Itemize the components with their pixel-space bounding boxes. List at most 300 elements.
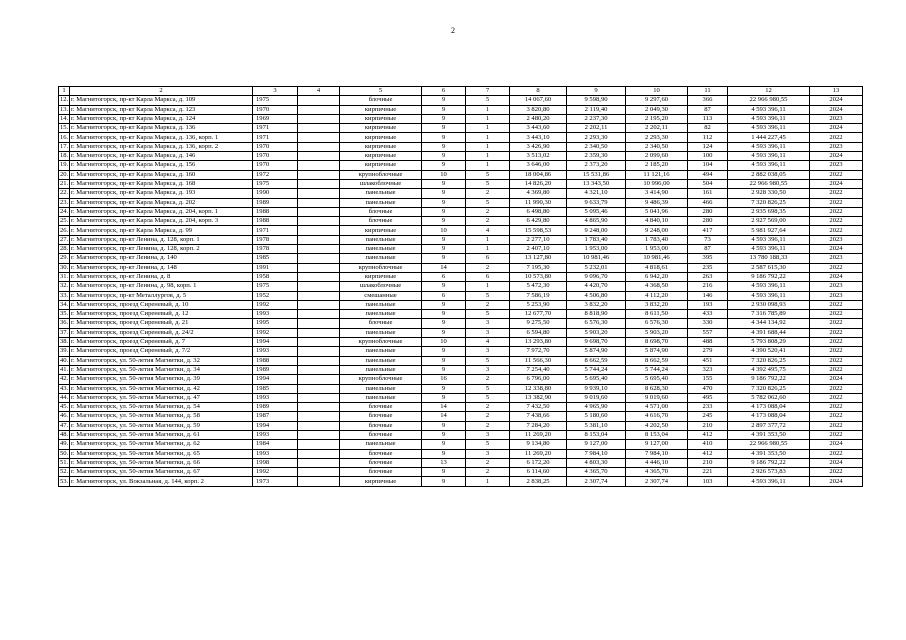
cell-entrances: 1 <box>466 142 510 151</box>
cell-floors: 9 <box>422 254 466 263</box>
cell-year-commissioned <box>298 254 340 263</box>
cell-year-built: 1993 <box>253 347 298 356</box>
cell-floors: 9 <box>422 319 466 328</box>
cell-address: г. Магнитогорск, пр-кт Карла Маркса, д. 136, корп. 1 <box>70 133 253 142</box>
cell-residents: 488 <box>688 338 728 347</box>
cell-address: г. Магнитогорск, ул. 50-летия Магнитки, д. 58 <box>70 412 253 421</box>
cell-year-built: 1975 <box>253 282 298 291</box>
column-header-11: 11 <box>688 87 728 96</box>
cell-total-area: 6 172,20 <box>510 458 567 467</box>
cell-year-commissioned <box>298 393 340 402</box>
cell-year-commissioned <box>298 328 340 337</box>
cell-floors: 9 <box>422 393 466 402</box>
cell-area-premises: 2 202,11 <box>567 124 626 133</box>
cell-area-residential: 8 153,04 <box>626 430 688 439</box>
cell-address: г. Магнитогорск, ул. 50-летия Магнитки, д. 62 <box>70 440 253 449</box>
cell-total-area: 6 796,00 <box>510 375 567 384</box>
table-row <box>59 393 863 402</box>
cell-area-premises: 4 321,10 <box>567 189 626 198</box>
cell-total-area: 7 195,30 <box>510 263 567 272</box>
cell-row-number: 49. <box>60 440 69 448</box>
cell-floors: 9 <box>422 300 466 309</box>
cell-area-residential: 4 365,70 <box>626 468 688 477</box>
cell-area-premises: 3 832,20 <box>567 300 626 309</box>
column-header-4: 4 <box>298 87 340 96</box>
cell-floors: 9 <box>422 328 466 337</box>
cell-total-area: 12 677,70 <box>510 310 567 319</box>
cell-residents: 280 <box>688 207 728 216</box>
cell-year-commissioned <box>298 319 340 328</box>
cell-address: г. Магнитогорск, ул. 50-летия Магнитки, д. 42 <box>70 384 253 393</box>
cell-residents: 87 <box>688 245 728 254</box>
cell-row-number: 50. <box>60 449 69 457</box>
cell-address: г. Магнитогорск, пр-кт Карла Маркса, д. 202 <box>70 198 253 207</box>
cell-entrances: 2 <box>466 263 510 272</box>
cell-wall-material: блочные <box>340 430 422 439</box>
table-row <box>59 449 863 458</box>
cell-area-residential: 4 112,20 <box>626 291 688 300</box>
cell-row-number: 23. <box>60 198 69 206</box>
cell-address: г. Магнитогорск, пр-кт Карла Маркса, д. 124 <box>70 114 253 123</box>
column-header-2: 2 <box>70 87 253 96</box>
cell-year-commissioned <box>298 217 340 226</box>
cell-total-area: 13 293,80 <box>510 338 567 347</box>
cell-area-residential: 2 195,20 <box>626 114 688 123</box>
cell-area-residential: 11 121,16 <box>626 170 688 179</box>
cell-total-area: 14 067,60 <box>510 96 567 105</box>
cell-residents: 210 <box>688 458 728 467</box>
cell-area-premises: 13 343,50 <box>567 179 626 188</box>
table-row <box>59 384 863 393</box>
cell-entrances: 3 <box>466 365 510 374</box>
cell-cost: 22 966 980,55 <box>728 440 810 449</box>
cell-floors: 9 <box>422 114 466 123</box>
cell-plan-year: 2022 <box>810 384 863 393</box>
cell-plan-year: 2022 <box>810 449 863 458</box>
cell-plan-year: 2024 <box>810 152 863 161</box>
cell-area-premises: 1 953,00 <box>567 245 626 254</box>
cell-residents: 103 <box>688 477 728 486</box>
table-row <box>59 300 863 309</box>
cell-total-area: 13 382,90 <box>510 393 567 402</box>
cell-floors: 10 <box>422 338 466 347</box>
cell-year-commissioned <box>298 291 340 300</box>
cell-entrances: 5 <box>466 291 510 300</box>
cell-row-number: 16. <box>60 133 69 141</box>
cell-year-commissioned <box>298 477 340 486</box>
cell-wall-material: кирпичные <box>340 477 422 486</box>
cell-year-commissioned <box>298 403 340 412</box>
cell-entrances: 2 <box>466 421 510 430</box>
cell-entrances: 2 <box>466 458 510 467</box>
cell-total-area: 11 269,20 <box>510 430 567 439</box>
cell-floors: 9 <box>422 440 466 449</box>
cell-row-number: 20. <box>60 170 69 178</box>
cell-entrances: 3 <box>466 347 510 356</box>
cell-year-built: 1994 <box>253 421 298 430</box>
cell-wall-material: панельные <box>340 310 422 319</box>
cell-total-area: 11 990,30 <box>510 198 567 207</box>
cell-entrances: 2 <box>466 189 510 198</box>
cell-total-area: 6 429,80 <box>510 217 567 226</box>
cell-cost: 4 391 688,44 <box>728 328 810 337</box>
cell-row-number: 17. <box>60 142 69 150</box>
cell-year-built: 1952 <box>253 291 298 300</box>
cell-floors: 14 <box>422 403 466 412</box>
cell-year-built: 1995 <box>253 319 298 328</box>
table-row <box>59 310 863 319</box>
cell-floors: 9 <box>422 468 466 477</box>
cell-area-premises: 5 874,90 <box>567 347 626 356</box>
table-row <box>59 198 863 207</box>
cell-address: г. Магнитогорск, пр-кт Карла Маркса, д. 146 <box>70 152 253 161</box>
cell-year-built: 1970 <box>253 105 298 114</box>
cell-residents: 417 <box>688 226 728 235</box>
cell-year-commissioned <box>298 189 340 198</box>
cell-residents: 124 <box>688 142 728 151</box>
cell-plan-year: 2023 <box>810 161 863 170</box>
cell-floors: 14 <box>422 412 466 421</box>
cell-year-built: 1993 <box>253 310 298 319</box>
cell-plan-year: 2024 <box>810 440 863 449</box>
cell-residents: 263 <box>688 272 728 281</box>
cell-plan-year: 2022 <box>810 170 863 179</box>
cell-year-built: 1985 <box>253 384 298 393</box>
table-row <box>59 365 863 374</box>
cell-wall-material: кирпичные <box>340 142 422 151</box>
cell-cost: 4 593 396,11 <box>728 235 810 244</box>
cell-residents: 87 <box>688 105 728 114</box>
cell-cost: 22 966 980,55 <box>728 179 810 188</box>
cell-entrances: 1 <box>466 124 510 133</box>
cell-area-residential: 4 446,10 <box>626 458 688 467</box>
cell-plan-year: 2024 <box>810 105 863 114</box>
cell-residents: 113 <box>688 114 728 123</box>
cell-wall-material: блочные <box>340 403 422 412</box>
cell-total-area: 5 472,30 <box>510 282 567 291</box>
cell-row-number: 43. <box>60 384 69 392</box>
cell-wall-material: шлакоблочные <box>340 282 422 291</box>
table-row <box>59 161 863 170</box>
table-row <box>59 170 863 179</box>
cell-residents: 280 <box>688 217 728 226</box>
cell-area-residential: 5 874,90 <box>626 347 688 356</box>
cell-entrances: 1 <box>466 152 510 161</box>
cell-total-area: 4 369,80 <box>510 189 567 198</box>
cell-row-number: 12. <box>60 96 69 104</box>
cell-address: г. Магнитогорск, ул. 50-летия Магнитки, д. 59 <box>70 421 253 430</box>
cell-area-residential: 5 041,96 <box>626 207 688 216</box>
cell-residents: 245 <box>688 412 728 421</box>
table-row <box>59 133 863 142</box>
cell-year-commissioned <box>298 449 340 458</box>
table-row <box>59 245 863 254</box>
cell-area-premises: 9 698,70 <box>567 338 626 347</box>
cell-year-built: 1971 <box>253 226 298 235</box>
cell-area-premises: 6 576,30 <box>567 319 626 328</box>
cell-wall-material: кирпичные <box>340 161 422 170</box>
table-row <box>59 254 863 263</box>
table-row <box>59 430 863 439</box>
cell-area-premises: 2 237,30 <box>567 114 626 123</box>
cell-area-residential: 9 248,00 <box>626 226 688 235</box>
cell-cost: 22 966 980,55 <box>728 96 810 105</box>
table-row <box>59 235 863 244</box>
cell-plan-year: 2023 <box>810 142 863 151</box>
cell-wall-material: панельные <box>340 254 422 263</box>
cell-cost: 4 593 396,11 <box>728 477 810 486</box>
cell-row-number: 13. <box>60 105 69 113</box>
cell-area-premises: 15 531,86 <box>567 170 626 179</box>
cell-year-built: 1973 <box>253 477 298 486</box>
cell-floors: 14 <box>422 263 466 272</box>
cell-area-residential: 3 832,20 <box>626 300 688 309</box>
cell-wall-material: блочные <box>340 217 422 226</box>
cell-year-commissioned <box>298 235 340 244</box>
cell-area-residential: 8 628,30 <box>626 384 688 393</box>
cell-address: г. Магнитогорск, пр-кт Карла Маркса, д. 99 <box>70 226 253 235</box>
cell-cost: 4 390 520,41 <box>728 347 810 356</box>
cell-cost: 7 320 826,25 <box>728 384 810 393</box>
cell-area-premises: 5 695,40 <box>567 375 626 384</box>
cell-area-premises: 2 373,20 <box>567 161 626 170</box>
cell-plan-year: 2022 <box>810 226 863 235</box>
table-row <box>59 458 863 467</box>
cell-year-commissioned <box>298 356 340 365</box>
cell-wall-material: панельные <box>340 198 422 207</box>
table-row <box>59 105 863 114</box>
cell-area-residential: 2 049,30 <box>626 105 688 114</box>
cell-total-area: 11 269,20 <box>510 449 567 458</box>
cell-cost: 9 186 792,22 <box>728 272 810 281</box>
cell-area-premises: 2 119,40 <box>567 105 626 114</box>
cell-entrances: 5 <box>466 198 510 207</box>
cell-year-built: 1992 <box>253 328 298 337</box>
cell-row-number: 37. <box>60 328 69 336</box>
cell-floors: 9 <box>422 105 466 114</box>
cell-entrances: 3 <box>466 449 510 458</box>
column-header-7: 7 <box>466 87 510 96</box>
cell-area-premises: 9 019,60 <box>567 393 626 402</box>
cell-plan-year: 2024 <box>810 375 863 384</box>
cell-wall-material: панельные <box>340 347 422 356</box>
cell-row-number: 27. <box>60 235 69 243</box>
cell-year-built: 1994 <box>253 375 298 384</box>
cell-cost: 7 316 785,89 <box>728 310 810 319</box>
cell-area-residential: 8 611,50 <box>626 310 688 319</box>
cell-cost: 4 593 396,11 <box>728 105 810 114</box>
cell-total-area: 7 284,20 <box>510 421 567 430</box>
cell-residents: 279 <box>688 347 728 356</box>
cell-year-built: 1989 <box>253 365 298 374</box>
cell-row-number: 38. <box>60 338 69 346</box>
cell-floors: 9 <box>422 124 466 133</box>
cell-area-residential: 9 127,00 <box>626 440 688 449</box>
cell-address: г. Магнитогорск, ул. 50-летия Магнитки, д. 32 <box>70 356 253 365</box>
cell-residents: 233 <box>688 403 728 412</box>
cell-year-commissioned <box>298 468 340 477</box>
cell-cost: 2 587 615,30 <box>728 263 810 272</box>
cell-area-premises: 2 293,30 <box>567 133 626 142</box>
cell-floors: 9 <box>422 198 466 207</box>
column-header-1: 1 <box>59 87 70 96</box>
cell-year-built: 1970 <box>253 161 298 170</box>
cell-year-built: 1985 <box>253 254 298 263</box>
cell-row-number: 19. <box>60 161 69 169</box>
housing-table-container <box>58 86 862 487</box>
cell-entrances: 5 <box>466 393 510 402</box>
cell-plan-year: 2022 <box>810 365 863 374</box>
cell-residents: 330 <box>688 319 728 328</box>
cell-entrances: 3 <box>466 430 510 439</box>
cell-year-built: 1971 <box>253 124 298 133</box>
cell-address: г. Магнитогорск, ул. 50-летия Магнитки, д. 47 <box>70 393 253 402</box>
cell-wall-material: панельные <box>340 440 422 449</box>
cell-wall-material: шлакоблочные <box>340 179 422 188</box>
table-row <box>59 477 863 486</box>
cell-cost: 2 930 098,93 <box>728 300 810 309</box>
cell-area-premises: 5 744,24 <box>567 365 626 374</box>
cell-entrances: 5 <box>466 384 510 393</box>
cell-total-area: 3 513,02 <box>510 152 567 161</box>
cell-floors: 9 <box>422 282 466 291</box>
cell-plan-year: 2022 <box>810 310 863 319</box>
cell-wall-material: панельные <box>340 328 422 337</box>
cell-year-commissioned <box>298 96 340 105</box>
cell-residents: 112 <box>688 133 728 142</box>
cell-plan-year: 2022 <box>810 198 863 207</box>
cell-cost: 4 344 134,92 <box>728 319 810 328</box>
table-row <box>59 179 863 188</box>
cell-cost: 2 882 038,05 <box>728 170 810 179</box>
cell-address: г. Магнитогорск, ул. 50-летия Магнитки, д. 65 <box>70 449 253 458</box>
cell-entrances: 6 <box>466 272 510 281</box>
cell-residents: 100 <box>688 152 728 161</box>
cell-total-area: 3 646,00 <box>510 161 567 170</box>
cell-entrances: 2 <box>466 468 510 477</box>
cell-floors: 9 <box>422 96 466 105</box>
cell-total-area: 7 432,50 <box>510 403 567 412</box>
cell-wall-material: кирпичные <box>340 272 422 281</box>
cell-row-number: 46. <box>60 412 69 420</box>
cell-year-built: 1970 <box>253 142 298 151</box>
cell-row-number: 51. <box>60 458 69 466</box>
cell-area-premises: 9 598,90 <box>567 96 626 105</box>
cell-area-premises: 9 248,00 <box>567 226 626 235</box>
column-header-13: 13 <box>810 87 863 96</box>
cell-area-premises: 8 153,04 <box>567 430 626 439</box>
cell-cost: 4 173 088,04 <box>728 412 810 421</box>
cell-year-commissioned <box>298 152 340 161</box>
cell-wall-material: кирпичные <box>340 105 422 114</box>
cell-year-built: 1969 <box>253 114 298 123</box>
cell-area-premises: 9 096,70 <box>567 272 626 281</box>
cell-address: г. Магнитогорск, пр-кт Карла Маркса, д. 204, корп. 1 <box>70 207 253 216</box>
cell-year-built: 1991 <box>253 263 298 272</box>
cell-year-commissioned <box>298 412 340 421</box>
cell-year-built: 1988 <box>253 217 298 226</box>
cell-row-number: 52. <box>60 468 69 476</box>
cell-wall-material: панельные <box>340 393 422 402</box>
cell-cost: 13 780 188,33 <box>728 254 810 263</box>
cell-residents: 470 <box>688 384 728 393</box>
cell-cost: 2 935 698,35 <box>728 207 810 216</box>
cell-address: г. Магнитогорск, пр-кт Карла Маркса, д. 136 <box>70 124 253 133</box>
cell-year-built: 1975 <box>253 96 298 105</box>
cell-year-commissioned <box>298 338 340 347</box>
housing-table <box>58 86 863 487</box>
table-row <box>59 96 863 105</box>
cell-plan-year: 2022 <box>810 133 863 142</box>
cell-total-area: 6 498,80 <box>510 207 567 216</box>
cell-area-premises: 2 359,30 <box>567 152 626 161</box>
cell-area-residential: 2 185,20 <box>626 161 688 170</box>
cell-entrances: 1 <box>466 133 510 142</box>
cell-wall-material: блочные <box>340 412 422 421</box>
column-header-12: 12 <box>728 87 810 96</box>
cell-address: г. Магнитогорск, ул. 50-летия Магнитки, д. 54 <box>70 403 253 412</box>
cell-residents: 146 <box>688 291 728 300</box>
cell-year-built: 1978 <box>253 235 298 244</box>
cell-address: г. Магнитогорск, пр-кт Карла Маркса, д. 109 <box>70 96 253 105</box>
cell-address: г. Магнитогорск, пр-кт Ленина, д. 128, корп. 1 <box>70 235 253 244</box>
cell-plan-year: 2022 <box>810 263 863 272</box>
cell-area-residential: 9 297,60 <box>626 96 688 105</box>
cell-total-area: 2 277,10 <box>510 235 567 244</box>
cell-address: г. Магнитогорск, пр-кт Металлургов, д. 5 <box>70 291 253 300</box>
cell-row-number: 36. <box>60 319 69 327</box>
cell-row-number: 35. <box>60 310 69 318</box>
cell-area-residential: 3 414,90 <box>626 189 688 198</box>
cell-floors: 9 <box>422 189 466 198</box>
cell-area-premises: 9 939,10 <box>567 384 626 393</box>
cell-area-residential: 10 996,00 <box>626 179 688 188</box>
cell-residents: 366 <box>688 96 728 105</box>
cell-row-number: 14. <box>60 114 69 122</box>
cell-area-premises: 4 420,70 <box>567 282 626 291</box>
cell-total-area: 13 127,80 <box>510 254 567 263</box>
cell-entrances: 2 <box>466 217 510 226</box>
cell-row-number: 53. <box>60 477 69 485</box>
cell-residents: 193 <box>688 300 728 309</box>
cell-plan-year: 2023 <box>810 254 863 263</box>
table-header-row <box>59 87 863 96</box>
cell-area-premises: 4 865,90 <box>567 217 626 226</box>
column-header-10: 10 <box>626 87 688 96</box>
cell-area-premises: 8 818,90 <box>567 310 626 319</box>
cell-entrances: 5 <box>466 179 510 188</box>
cell-floors: 10 <box>422 170 466 179</box>
cell-cost: 2 928 330,50 <box>728 189 810 198</box>
cell-year-built: 1978 <box>253 245 298 254</box>
cell-area-residential: 5 695,40 <box>626 375 688 384</box>
cell-address: г. Магнитогорск, проезд Сиреневый, д. 7 <box>70 338 253 347</box>
cell-entrances: 5 <box>466 310 510 319</box>
cell-area-premises: 4 365,70 <box>567 468 626 477</box>
cell-year-built: 1992 <box>253 468 298 477</box>
cell-area-residential: 9 486,39 <box>626 198 688 207</box>
cell-area-premises: 8 662,59 <box>567 356 626 365</box>
cell-total-area: 3 426,90 <box>510 142 567 151</box>
cell-area-residential: 7 984,10 <box>626 449 688 458</box>
cell-year-built: 1987 <box>253 412 298 421</box>
cell-address: г. Магнитогорск, проезд Сиреневый, д. 12 <box>70 310 253 319</box>
cell-address: г. Магнитогорск, проезд Сиреневый, д. 7/2 <box>70 347 253 356</box>
cell-year-commissioned <box>298 133 340 142</box>
cell-plan-year: 2022 <box>810 217 863 226</box>
cell-year-commissioned <box>298 384 340 393</box>
cell-entrances: 5 <box>466 356 510 365</box>
